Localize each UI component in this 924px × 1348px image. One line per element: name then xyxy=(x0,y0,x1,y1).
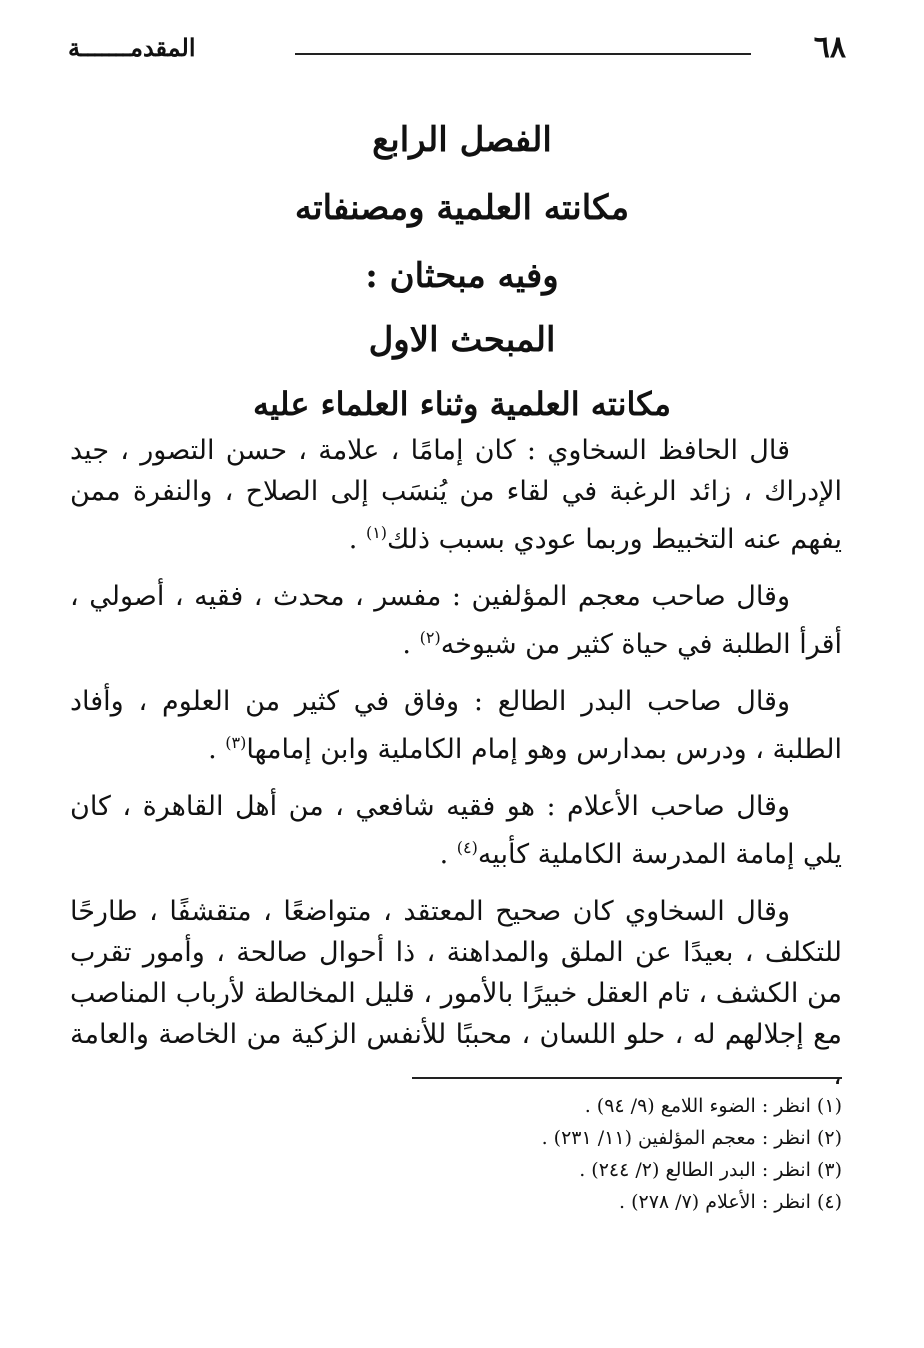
paragraph-text: وقال صاحب البدر الطالع : وفاق في كثير من العلوم ، وأفاد الطلبة ، ودرس بمدارس وهو إمام الكاملية وابن إمامها xyxy=(70,686,842,765)
chapter-title: الفصل الرابع xyxy=(372,120,552,160)
running-header xyxy=(60,30,846,70)
footnotes xyxy=(200,1090,842,1218)
footnote-marker: (٢) xyxy=(419,628,441,647)
paragraph-text: وقال صاحب الأعلام : هو فقيه شافعي ، من أهل القاهرة ، كان يلي إمامة المدرسة الكاملية كأبيه xyxy=(70,791,842,870)
paragraph-end: . xyxy=(208,734,226,765)
footnote: (١) انظر : الضوء اللامع (٩/ ٩٤) . xyxy=(584,1095,842,1117)
footnote: (٤) انظر : الأعلام (٧/ ٢٧٨) . xyxy=(618,1191,842,1213)
paragraph-text: قال الحافظ السخاوي : كان إمامًا ، علامة ، حسن التصور ، جيد الإدراك ، زائد الرغبة في لقاء من يُنسَب إلى الصلاح ، والنفرة ممن يفهم عنه التخبيط وربما عودي بسبب ذلك xyxy=(70,435,842,555)
paragraph xyxy=(70,891,842,1096)
paragraph xyxy=(70,681,842,770)
section-title: المبحث الاول xyxy=(368,320,556,360)
running-title: المقدمـــــــة xyxy=(68,33,196,62)
footnote-marker: (٣) xyxy=(225,733,247,752)
paragraph-end: . xyxy=(439,839,457,870)
footnote: (٢) انظر : معجم المؤلفين (١١/ ٢٣١) . xyxy=(541,1127,842,1149)
chapter-subtitle: مكانته العلمية ومصنفاته xyxy=(294,188,630,228)
footnote-separator xyxy=(412,1077,842,1079)
paragraph xyxy=(70,786,842,875)
paragraph-text: وقال صاحب معجم المؤلفين : مفسر ، محدث ، فقيه ، أصولي ، أقرأ الطلبة في حياة كثير من شيوخه xyxy=(70,581,842,660)
paragraph-end: . xyxy=(348,524,366,555)
paragraph-end: . xyxy=(402,629,420,660)
paragraph xyxy=(70,576,842,665)
footnote-marker: (٤) xyxy=(456,838,478,857)
paragraph xyxy=(70,430,842,560)
header-rule xyxy=(295,53,751,55)
section-subtitle: مكانته العلمية وثناء العلماء عليه xyxy=(252,385,672,423)
footnote-marker: (١) xyxy=(365,523,388,542)
page-number: ٦٨ xyxy=(813,30,846,65)
chapter-headings xyxy=(0,110,924,426)
body-text xyxy=(70,430,842,1112)
footnote: (٣) انظر : البدر الطالع (٢/ ٢٤٤) . xyxy=(579,1159,842,1181)
paragraph-text: وقال السخاوي كان صحيح المعتقد ، متواضعًا ، متقشفًا ، طارحًا للتكلف ، بعيدًا عن الملق والمداهنة ، ذا أحوال صالحة ، وأمور تقرب من الكشف ، تام العقل خبيرًا بالأمور ، قليل المخالطة لأرباب المناصب مع إجلالهم له ، حلو اللسان ، محببًا للأنفس الزكية من الخاصة والعامة ، xyxy=(70,896,842,1091)
chapter-sections-note: وفيه مبحثان : xyxy=(365,256,559,296)
